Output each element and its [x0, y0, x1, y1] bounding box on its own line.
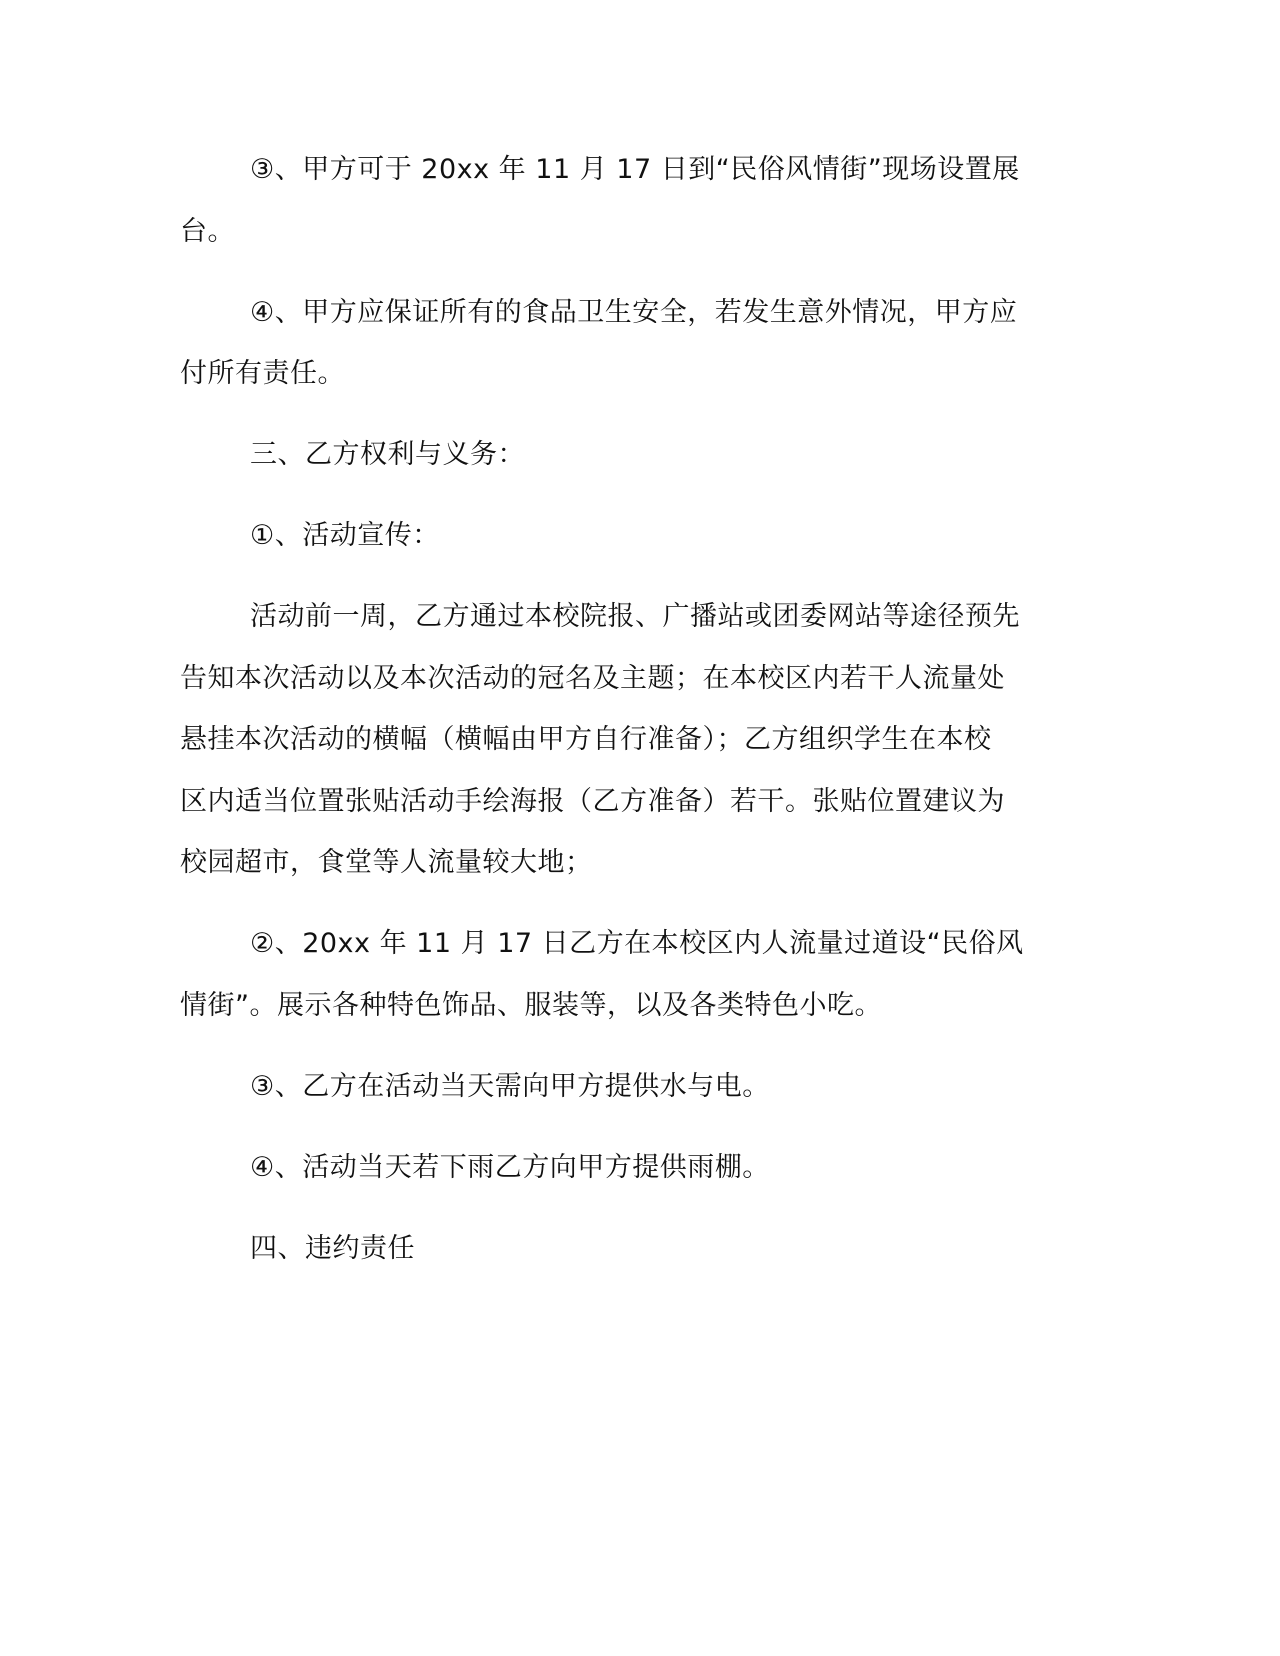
- text-line: 告知本次活动以及本次活动的冠名及主题；在本校区内若干人流量处: [180, 662, 1005, 694]
- text-line: 付所有责任。: [180, 358, 345, 389]
- paragraph: [180, 282, 1050, 405]
- text-line: ③、乙方在活动当天需向甲方提供水与电。: [250, 1070, 770, 1102]
- text-line: ④、甲方应保证所有的食品卫生安全，若发生意外情况，甲方应: [250, 296, 1018, 328]
- text-line: 区内适当位置张贴活动手绘海报（乙方准备）若干。张贴位置建议为: [180, 785, 1005, 817]
- paragraph: [180, 1056, 1050, 1118]
- text-line: 三、乙方权利与义务：: [250, 439, 525, 470]
- text-line: 四、违约责任: [250, 1232, 415, 1264]
- paragraph: [180, 505, 1050, 567]
- text-line: ③、甲方可于 20xx 年 11 月 17 日到“民俗风情街”现场设置展: [250, 154, 1020, 185]
- text-line: ①、活动宣传：: [250, 520, 440, 551]
- text-line: 情街”。展示各种特色饰品、服装等，以及各类特色小吃。: [180, 989, 882, 1021]
- document-page: [180, 139, 1050, 1299]
- paragraph: [180, 139, 1050, 262]
- paragraph: [180, 1218, 1050, 1280]
- text-line: 活动前一周，乙方通过本校院报、广播站或团委网站等途径预先: [250, 601, 1020, 632]
- paragraph: [180, 586, 1050, 894]
- text-line: 台。: [180, 215, 235, 247]
- text-line: ④、活动当天若下雨乙方向甲方提供雨棚。: [250, 1151, 770, 1183]
- paragraph: [180, 1137, 1050, 1199]
- text-line: 校园超市，食堂等人流量较大地；: [180, 847, 593, 878]
- paragraph: [180, 913, 1050, 1036]
- paragraph: [180, 424, 1050, 486]
- text-line: ②、20xx 年 11 月 17 日乙方在本校区内人流量过道设“民俗风: [250, 928, 1024, 959]
- text-line: 悬挂本次活动的横幅（横幅由甲方自行准备）；乙方组织学生在本校: [180, 724, 992, 755]
